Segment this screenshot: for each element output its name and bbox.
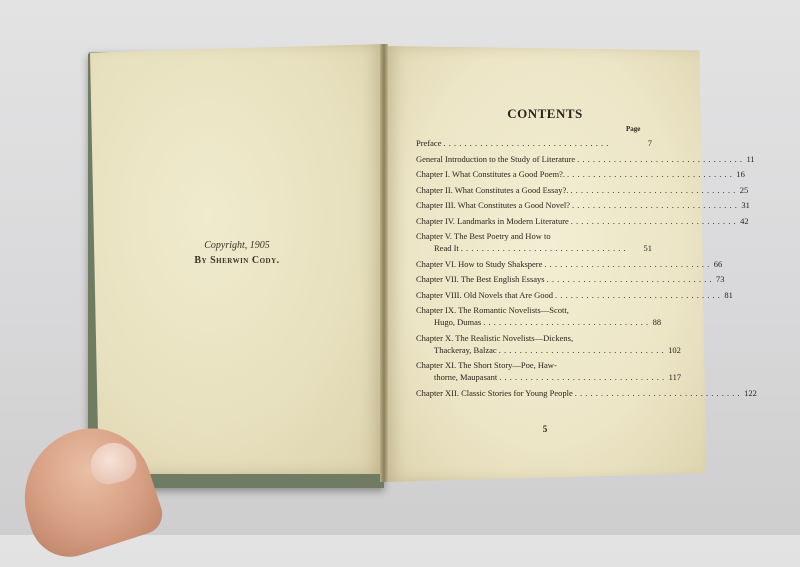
toc-entry-page: 31 (741, 200, 750, 210)
toc-leader-dots: . . . . . . . . . . . . . . . . . . . . . . . . . . . . . . . . (483, 317, 649, 327)
toc-entry (416, 153, 755, 165)
copyright-notice (90, 238, 384, 268)
toc-entry-page: 11 (746, 153, 755, 164)
copyright-line: Copyright, 1905 (204, 240, 270, 251)
page-number: 5 (542, 424, 548, 434)
toc-entry-page: 66 (713, 258, 723, 269)
toc-entry-page: 102 (668, 344, 681, 355)
toc-leader-dots: . . . . . . . . . . . . . . . . . . . . . . . . . . . . . . . . (555, 289, 721, 300)
toc-entry-title: General Introduction to the Study of Literature (416, 153, 576, 164)
toc-entry-title: Chapter IX. The Romantic Novelists—Scott, (416, 305, 569, 315)
toc-leader-dots: . . . . . . . . . . . . . . . . . . . . . . . . . . . . . . . . (443, 138, 609, 148)
toc-leader-dots: . . . . . . . . . . . . . . . . . . . . . . . . . . . . . . . . (572, 200, 738, 210)
toc-entry (416, 273, 725, 285)
toc-leader-dots: . . . . . . . . . . . . . . . . . . . . . . . . . . . . . . . . (577, 153, 743, 164)
toc-entry-page: 42 (740, 215, 749, 226)
toc-entry-page: 16 (736, 169, 745, 179)
toc-entry-title: Preface (416, 138, 442, 148)
page-column-heading: Page (626, 125, 641, 133)
toc-leader-dots: . . . . . . . . . . . . . . . . . . . . . . . . . . . . . . . . (574, 387, 741, 398)
toc-entry-title: Chapter II. What Constitutes a Good Essay?. (416, 184, 569, 195)
toc-entry-title: Chapter VIII. Old Novels that Are Good (416, 289, 553, 300)
toc-entry (416, 184, 749, 196)
toc-entry-continuation: Hugo, Dumas (434, 317, 482, 327)
toc-entry-title: Chapter XI. The Short Story—Poe, Haw- (416, 360, 557, 370)
toc-entry (416, 137, 652, 149)
toc-entry-page: 122 (744, 387, 757, 398)
contents-title: CONTENTS (507, 106, 583, 121)
toc-entry (416, 332, 681, 356)
toc-entry-page: 88 (652, 317, 662, 327)
toc-entry (416, 387, 757, 399)
toc-entry-continuation: Read It (434, 243, 459, 253)
toc-leader-dots: . . . . . . . . . . . . . . . . . . . . . . . . . . . . . . . . (544, 258, 710, 269)
toc-entry-page: 7 (647, 138, 652, 148)
toc-leader-dots: . . . . . . . . . . . . . . . . . . . . . . . . . . . . . . . . (460, 243, 627, 253)
toc-leader-dots: . . . . . . . . . . . . . . . . . . . . . . . . . . . . . . . . (570, 184, 736, 195)
toc-entry-title: Chapter VII. The Best English Essays (416, 274, 545, 284)
toc-leader-dots: . . . . . . . . . . . . . . . . . . . . . . . . . . . . . . . . (570, 215, 737, 226)
toc-leader-dots: . . . . . . . . . . . . . . . . . . . . . . . . . . . . . . . . (546, 274, 712, 284)
toc-leader-dots: . . . . . . . . . . . . . . . . . . . . . . . . . . . . . . . . (499, 372, 665, 382)
toc-entry-title: Chapter I. What Constitutes a Good Poem?. (416, 169, 566, 179)
toc-leader-dots: . . . . . . . . . . . . . . . . . . . . . . . . . . . . . . . . (567, 169, 733, 179)
toc-entry (416, 199, 750, 211)
toc-entry-title: Chapter IV. Landmarks in Modern Literature (416, 215, 569, 226)
toc-entry-page: 81 (724, 289, 733, 300)
author-line: By Sherwin Cody. (194, 255, 280, 266)
toc-entry-page: 73 (715, 274, 725, 284)
toc-entry-page: 51 (643, 243, 652, 253)
toc-entry (416, 215, 749, 227)
toc-entry-continuation: Thackeray, Balzac (434, 344, 497, 355)
toc-entry (416, 359, 682, 383)
toc-entry-continuation: thorne, Maupasant (434, 372, 498, 382)
table-of-contents (416, 137, 757, 402)
toc-entry-title: Chapter XII. Classic Stories for Young People (416, 387, 573, 398)
toc-entry-page: 117 (668, 372, 682, 382)
toc-entry (416, 230, 652, 254)
toc-entry-page: 25 (739, 184, 749, 195)
toc-entry (416, 168, 745, 180)
toc-entry (416, 258, 723, 270)
toc-entry-title: Chapter X. The Realistic Novelists—Dickens, (416, 332, 574, 343)
toc-entry (416, 304, 662, 328)
toc-leader-dots: . . . . . . . . . . . . . . . . . . . . . . . . . . . . . . . . (498, 344, 665, 355)
toc-entry-title: Chapter III. What Constitutes a Good Novel? (416, 200, 570, 210)
toc-entry-title: Chapter V. The Best Poetry and How to (416, 231, 551, 241)
toc-entry (416, 289, 733, 301)
toc-entry-title: Chapter VI. How to Study Shakspere (416, 258, 543, 269)
